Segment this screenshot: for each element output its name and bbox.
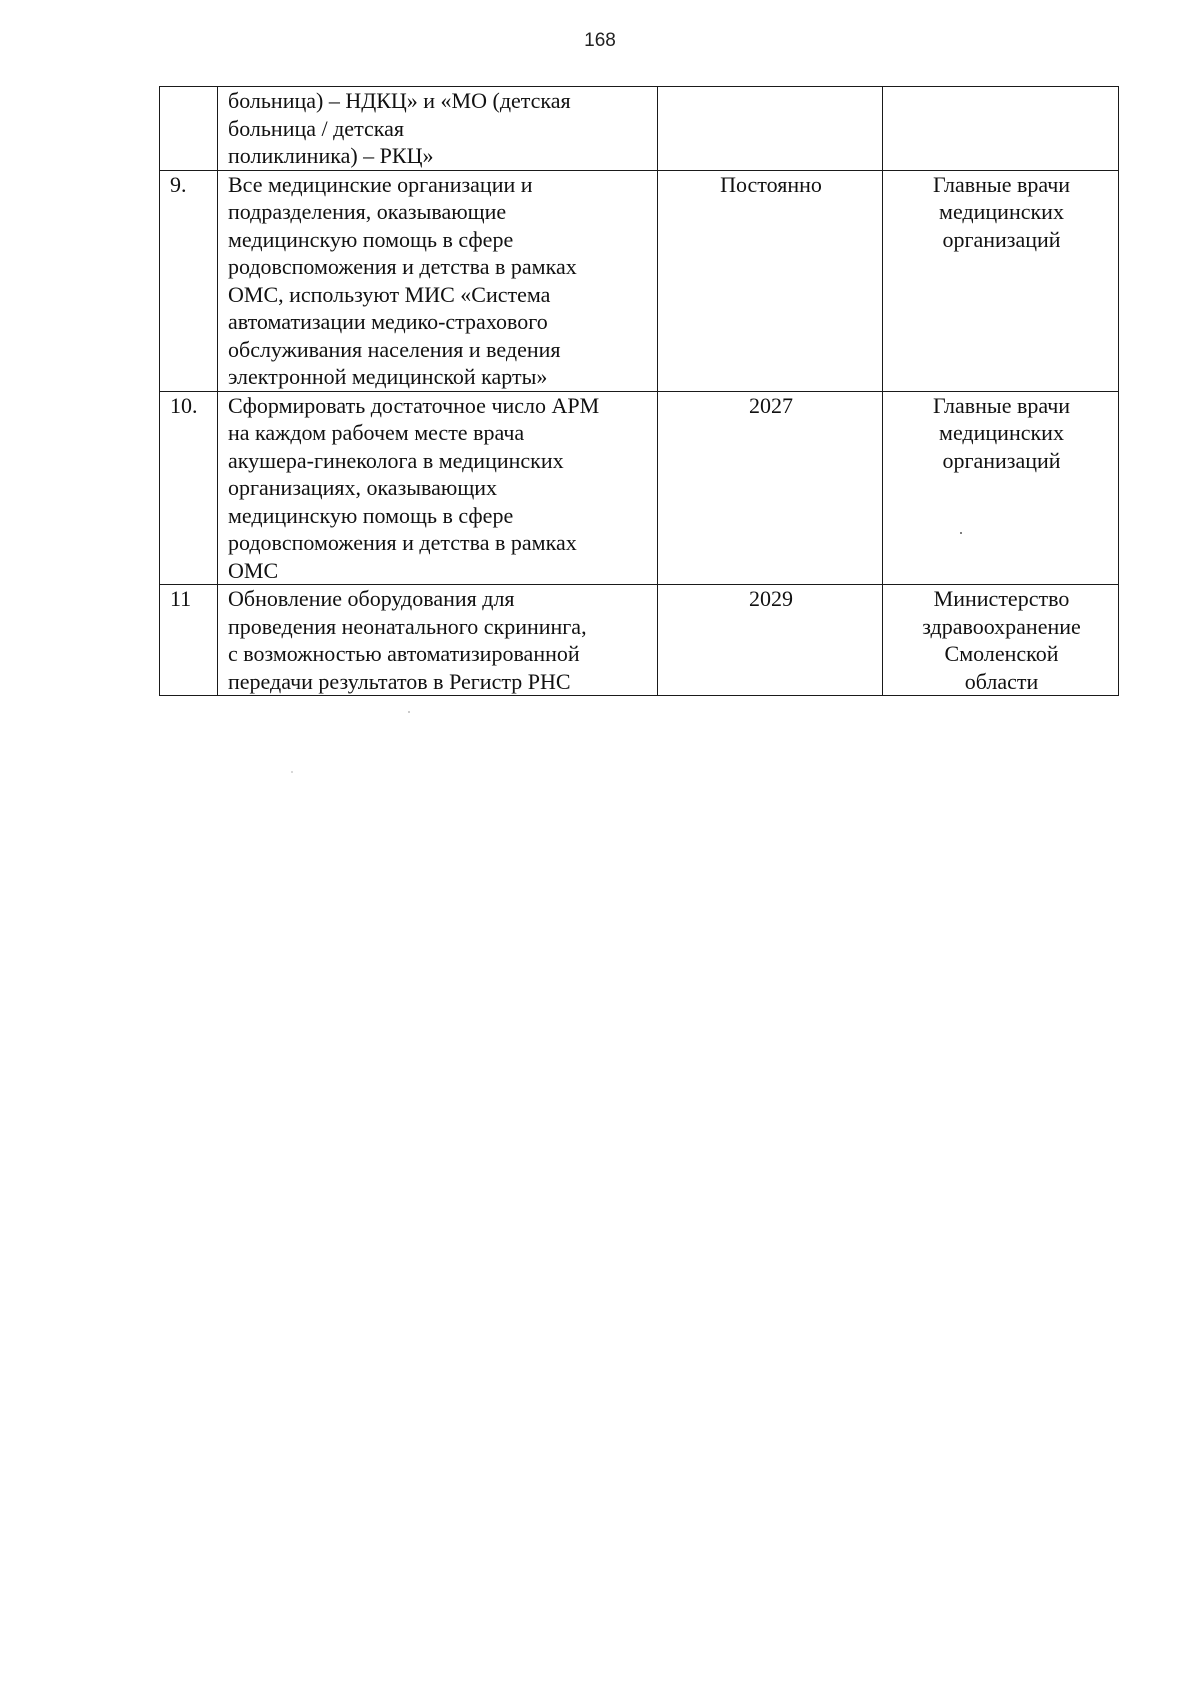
responsible-text-line: Главные врачи [932,171,1071,197]
responsible-cell [883,170,1119,391]
table-row [160,87,1119,171]
action-text-line: организациях, оказывающих [228,475,498,500]
responsible-text-line: Главные врачи [932,392,1071,418]
action-text-line: автоматизации медико-страхового [228,309,548,334]
term-text: Постоянно [720,171,822,197]
responsible-text-line: области [964,668,1039,694]
action-text-line: больница / детская [228,115,404,141]
scan-speck [408,711,410,713]
responsible-text-line: Министерство [933,586,1070,611]
action-text-line: больница) – НДКЦ» и «МО (детская [228,88,571,113]
action-text-line: медицинскую помощь в сфере [228,226,514,252]
row-number-cell [160,87,218,171]
action-text-line: на каждом рабочем месте врача [228,420,525,445]
responsible-cell [883,87,1119,171]
table-row [160,585,1119,696]
responsible-text-line: организаций [942,226,1061,252]
action-text-line: акушера-гинеколога в медицинских [228,447,564,473]
row-number-cell: 11 [160,585,218,696]
action-text-line: с возможностью автоматизированной [228,641,580,666]
responsible-text-line: организаций [942,447,1061,473]
action-text-line: передачи результатов в Регистр РНС [228,668,571,694]
action-text-line: Все медицинские организации и [228,171,533,197]
term-cell [658,87,883,171]
term-text: 2029 [749,586,793,611]
action-text-line: медицинскую помощь в сфере [228,502,514,528]
action-text-line: поликлиника) – РКЦ» [228,143,434,168]
term-cell [658,170,883,391]
responsible-text-line: медицинских [939,199,1064,224]
action-cell [218,87,658,171]
action-text-line: подразделения, оказывающие [228,199,507,224]
action-text-line: Сформировать достаточное число АРМ [228,392,600,418]
action-text-line: родовспоможения и детства в рамках [228,530,577,555]
measures-table [159,86,1119,696]
term-cell [658,391,883,585]
responsible-text-line: медицинских [939,420,1064,445]
term-cell [658,585,883,696]
responsible-cell [883,585,1119,696]
responsible-cell [883,391,1119,585]
action-cell [218,391,658,585]
responsible-text-line: Смоленской [944,641,1059,666]
term-text: 2027 [749,392,793,418]
action-text-line: ОМС [228,557,279,583]
action-cell [218,585,658,696]
scan-speck [960,532,962,534]
table-row [160,391,1119,585]
table-row [160,170,1119,391]
scan-speck [291,771,293,773]
action-text-line: проведения неонатального скрининга, [228,613,587,639]
action-text-line: электронной медицинской карты» [228,364,548,389]
action-text-line: родовспоможения и детства в рамках [228,254,577,279]
row-number-cell: 10. [160,391,218,585]
action-cell [218,170,658,391]
action-text-line: ОМС, используют МИС «Система [228,281,551,307]
action-text-line: обслуживания населения и ведения [228,336,561,362]
responsible-text-line: здравоохранение [922,613,1081,639]
row-number-cell: 9. [160,170,218,391]
page-number: 168 [584,30,616,51]
action-text-line: Обновление оборудования для [228,586,515,611]
